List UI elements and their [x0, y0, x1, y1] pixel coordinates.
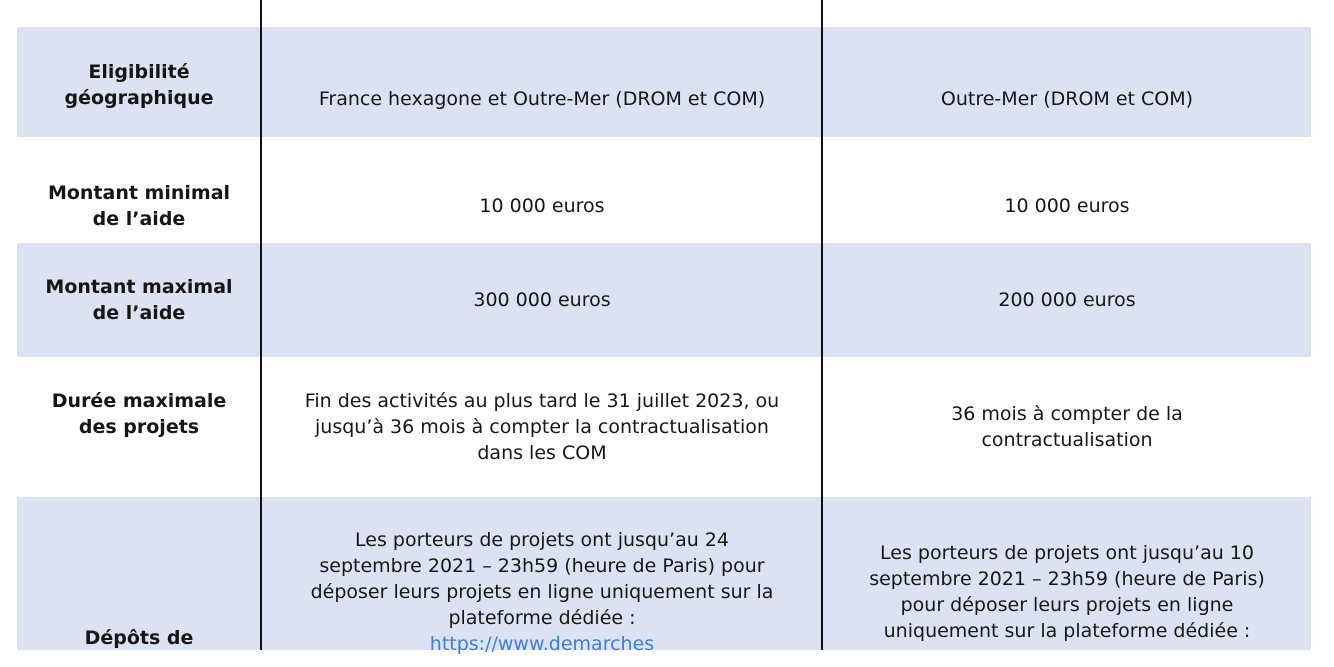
- depots-col1-text: Les porteurs de projets ont jusqu’au 24 septembre 2021 – 23h59 (heure de Paris) pour déposer leurs projets en ligne uniquement sur la plateforme dédiée :: [310, 529, 774, 629]
- cell-depots-col1: [262, 527, 822, 667]
- cell-montant-min-col1: 10 000 euros: [479, 195, 605, 217]
- depots-col1-link[interactable]: https://www.demarches: [429, 633, 655, 655]
- cell-duree-col1: Fin des activités au plus tard le 31 juillet 2023, ou jusqu’à 36 mois à compter la contractualisation dans les COM: [304, 390, 780, 464]
- row-label-montant-max: Montant maximal de l’aide: [45, 276, 233, 324]
- cell-duree-col2: 36 mois à compter de la contractualisation: [951, 403, 1183, 451]
- cell-montant-min-col2: 10 000 euros: [1004, 195, 1130, 217]
- row-label-eligibilite: Eligibilité géographique: [64, 61, 214, 109]
- cell-montant-max-col1: 300 000 euros: [473, 289, 611, 311]
- cell-eligibilite-col2: Outre-Mer (DROM et COM): [940, 88, 1194, 110]
- cell-montant-max-col2: 200 000 euros: [998, 289, 1136, 311]
- row-label-duree: Durée maximale des projets: [51, 390, 227, 438]
- row-label-depots: Dépôts de: [84, 627, 194, 649]
- row-label-montant-min: Montant minimal de l’aide: [47, 182, 231, 230]
- cell-eligibilite-col1: France hexagone et Outre-Mer (DROM et COM): [318, 88, 766, 110]
- cell-depots-col2: Les porteurs de projets ont jusqu’au 10 septembre 2021 – 23h59 (heure de Paris) pour déposer leurs projets en ligne uniquement sur la plateforme dédiée :: [869, 542, 1265, 642]
